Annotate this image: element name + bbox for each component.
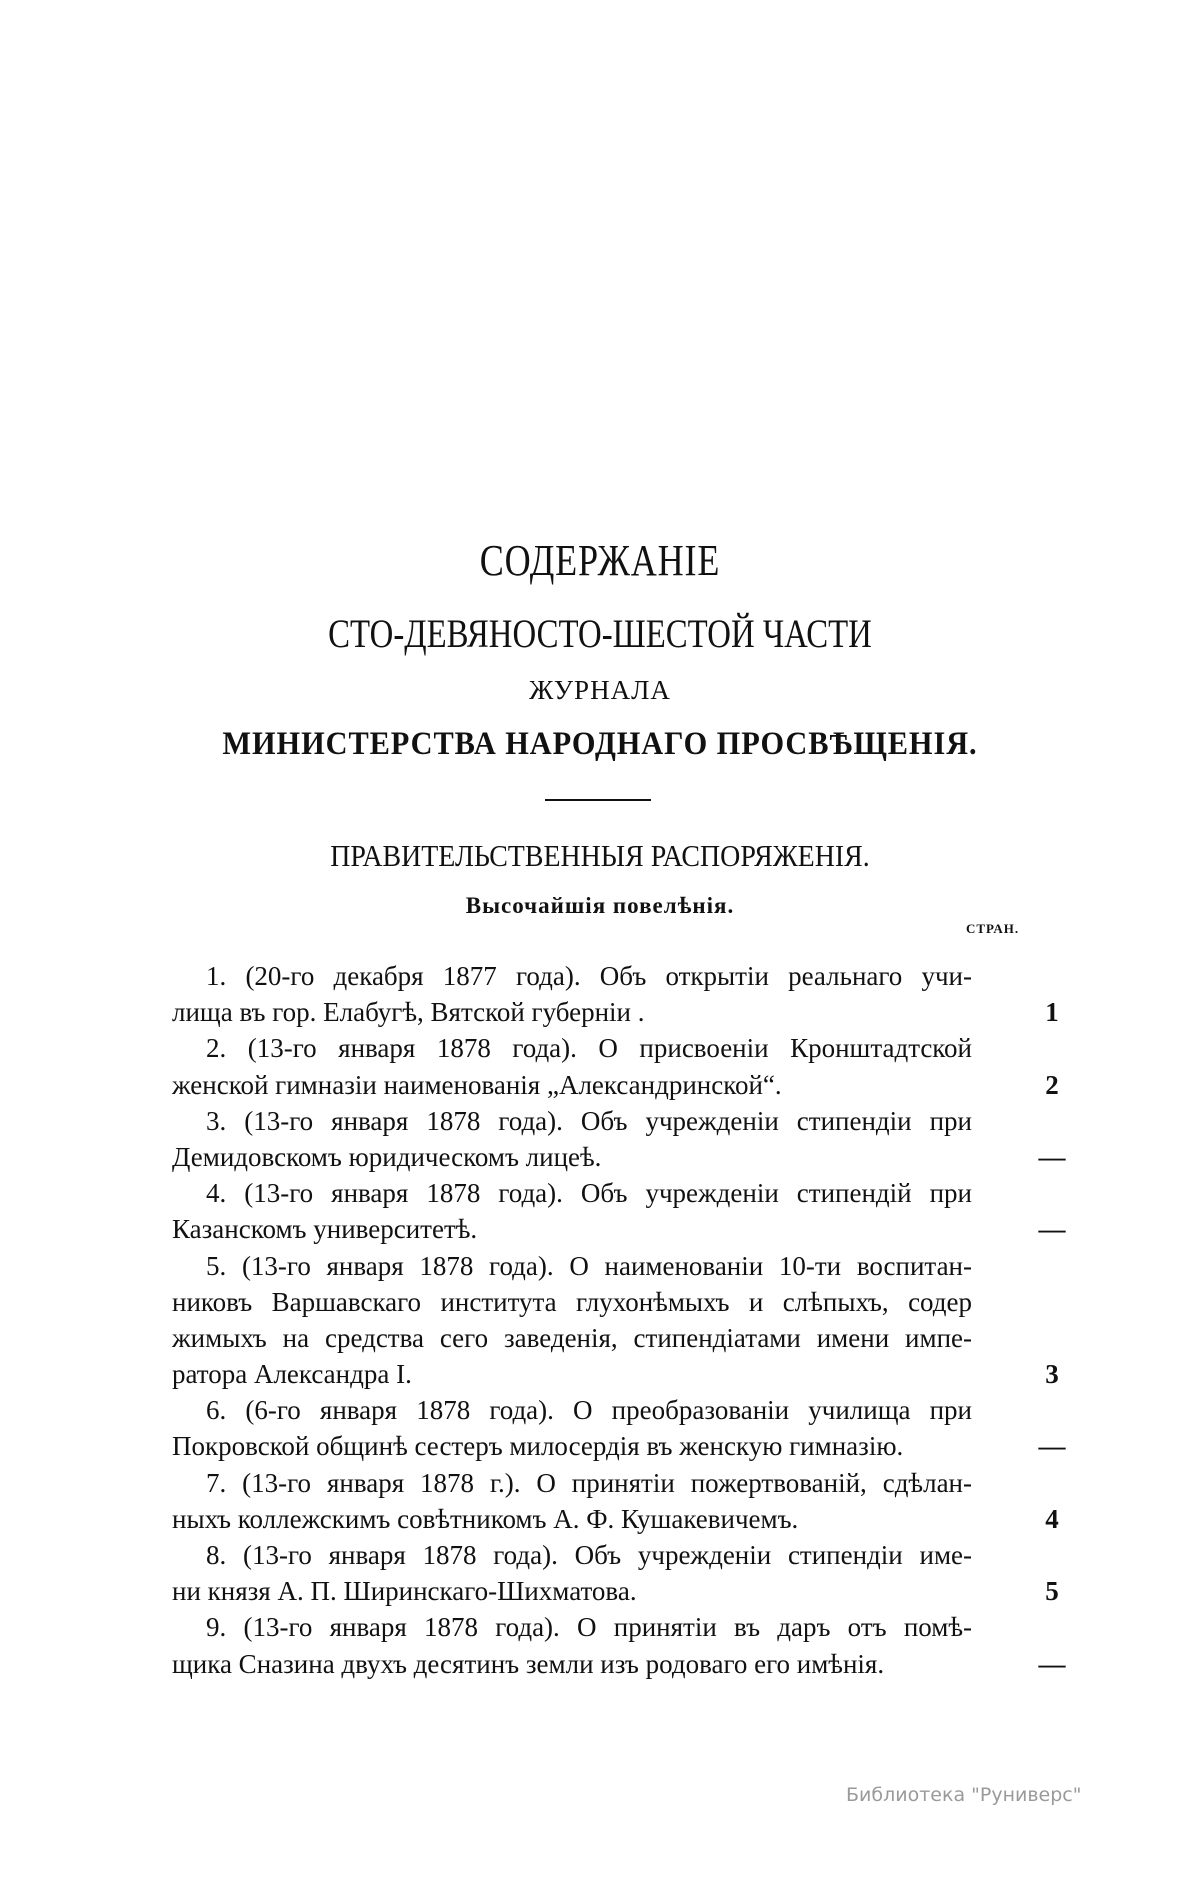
contents-entry [172, 1392, 1066, 1464]
entry-text: ни князя А. П. Ширинскаго-Шихматова. [172, 1576, 637, 1607]
entry-line [172, 1428, 1066, 1464]
entry-line [172, 958, 1052, 994]
entry-line [172, 1609, 1052, 1645]
entry-text: 3. (13-го января 1878 года). Объ учрежденiи стипендiи при [206, 1105, 972, 1136]
entry-page-number: 2 [1045, 1069, 1059, 1100]
entry-line [172, 1392, 1052, 1428]
entry-line [172, 994, 1059, 1030]
entry-text: женской гимназiи наименованiя „Александринской“. [172, 1069, 782, 1100]
page-column-label: СТРАН. [966, 921, 1020, 936]
contents-entry [172, 1537, 1059, 1609]
entry-line [172, 1284, 1052, 1320]
entry-line [172, 1030, 1052, 1066]
entry-page-number: — [1038, 1214, 1066, 1245]
entry-line [172, 1573, 1059, 1609]
divider [545, 799, 651, 801]
contents-entry [172, 1248, 1059, 1393]
entry-line [172, 1103, 1052, 1139]
entry-text: 4. (13-го января 1878 года). Объ учрежденiи стипендiй при [206, 1178, 972, 1209]
entry-page-number: 4 [1045, 1503, 1059, 1534]
section-heading: ПРАВИТЕЛЬСТВЕННЫЯ РАСПОРЯЖЕНIЯ. [330, 838, 870, 873]
entry-line [172, 1248, 1052, 1284]
entry-line [172, 1465, 1052, 1501]
entry-text: 5. (13-го января 1878 года). О наименованiи 10-ти воспитан- [206, 1250, 972, 1281]
entry-text: ныхъ коллежскимъ совѣтникомъ А. Ф. Кушакевичемъ. [172, 1503, 799, 1534]
entry-page-number: — [1038, 1431, 1066, 1462]
entry-text: ратора Александра I. [172, 1359, 412, 1390]
entry-text: Казанскомъ университетѣ. [172, 1214, 478, 1245]
entry-line [172, 1501, 1059, 1537]
entry-line [172, 1067, 1059, 1103]
entry-page-number: 5 [1045, 1576, 1059, 1607]
entry-page-number: — [1038, 1141, 1066, 1172]
entry-text: Покровской общинѣ сестеръ милосердiя въ женскую гимназiю. [172, 1431, 904, 1462]
contents-list [172, 958, 1066, 1682]
entry-text: 2. (13-го января 1878 года). О присвоенiи Кронштадтской [206, 1033, 972, 1064]
entry-text: лища въ гор. Елабугѣ, Вятской губернiи . [172, 997, 645, 1028]
entry-text: жимыхъ на средства сего заведенiя, стипендiатами имени импе- [172, 1322, 972, 1353]
title-part: СТО-ДЕВЯНОСТО-ШЕСТОЙ ЧАСТИ [328, 611, 872, 656]
entry-line [172, 1139, 1066, 1175]
entry-page-number: — [1038, 1648, 1066, 1679]
entry-text: 8. (13-го января 1878 года). Объ учрежденiи стипендiи име- [206, 1540, 972, 1570]
entry-line [172, 1646, 1066, 1682]
contents-entry [172, 1465, 1059, 1537]
entry-text: 7. (13-го января 1878 г.). О принятiи пожертвованiй, сдѣлан- [206, 1467, 972, 1498]
title-contents: СОДЕРЖАНIЕ [479, 536, 721, 585]
entry-text: 6. (6-го января 1878 года). О преобразованiи училища при [206, 1395, 972, 1426]
contents-entry [172, 1103, 1066, 1175]
watermark: Библиотека "Руниверс" [846, 1784, 1082, 1806]
contents-entry [172, 1175, 1066, 1247]
entry-line [172, 1356, 1059, 1392]
contents-entry [172, 958, 1059, 1030]
contents-entry [172, 1030, 1059, 1102]
entry-line [172, 1537, 1052, 1573]
entry-text: Демидовскомъ юридическомъ лицеѣ. [172, 1141, 602, 1172]
title-ministry: МИНИСТЕРСТВА НАРОДНАГО ПРОСВѢЩЕНIЯ. [222, 726, 978, 762]
entry-line [172, 1175, 1052, 1211]
entry-line [172, 1211, 1066, 1247]
subsection-heading: Высочайшiя повелѣнiя. [465, 893, 735, 918]
title-journal: ЖУРНАЛА [529, 675, 671, 705]
entry-text: щика Сназина двухъ десятинъ земли изъ родоваго его имѣнiя. [172, 1648, 885, 1679]
entry-line [172, 1320, 1052, 1356]
entry-page-number: 3 [1045, 1359, 1059, 1390]
entry-text: никовъ Варшавскаго института глухонѣмыхъ и слѣпыхъ, содер [172, 1286, 972, 1317]
contents-entry [172, 1609, 1066, 1681]
entry-page-number: 1 [1045, 997, 1059, 1028]
entry-text: 1. (20-го декабря 1877 года). Объ открытiи реальнаго учи- [206, 961, 972, 991]
entry-text: 9. (13-го января 1878 года). О принятiи въ даръ отъ помѣ- [206, 1612, 972, 1643]
